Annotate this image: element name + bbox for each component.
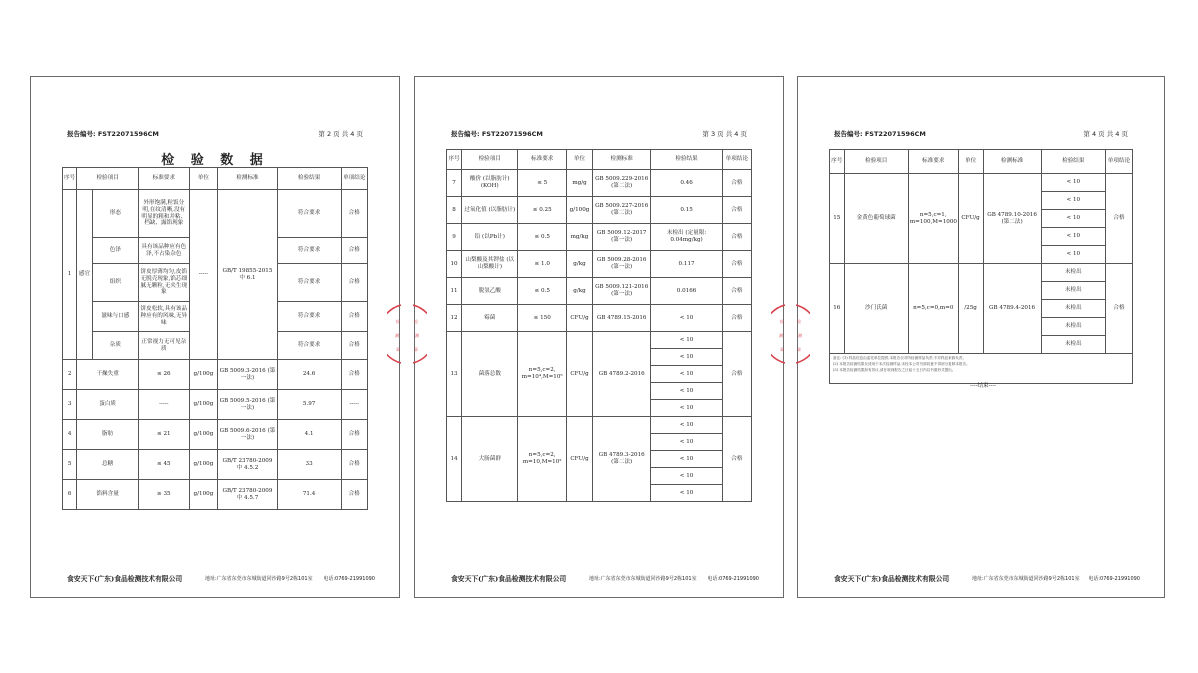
- item-cell: 蛋白质: [77, 390, 139, 420]
- std-cell: GB 4789.15-2016: [592, 305, 650, 332]
- seq-cell: 14: [447, 417, 462, 502]
- std-cell: GB/T 23780-2009 中 4.5.2: [218, 450, 277, 480]
- result-cell: 未检出 (定量限: 0.04mg/kg): [651, 224, 722, 251]
- std-cell: GB 5009.121-2016 (第一法): [592, 278, 650, 305]
- unit-cell: g/kg: [567, 251, 593, 278]
- page-footer: [451, 573, 759, 583]
- header-result: 检验结果: [651, 150, 722, 170]
- result-cell: 0.117: [651, 251, 722, 278]
- seq-cell: 13: [447, 332, 462, 417]
- unit-cell: g/100g: [189, 390, 218, 420]
- std-cell: GB 5009.3-2016 (第一法): [218, 360, 277, 390]
- std-cell: GB 4789.2-2016: [592, 332, 650, 417]
- seq-cell: 1: [63, 190, 77, 360]
- seq-cell: 4: [63, 420, 77, 450]
- std-cell: GB 4789.10-2016 (第二法): [983, 174, 1041, 264]
- sensory-label: 感官: [77, 190, 92, 360]
- item-cell: 过氧化值 (以脂肪计): [462, 197, 518, 224]
- company-address: 地址:广东省东莞市东城街道同沙路9号2栋101室: [589, 576, 697, 582]
- seam-seal-stamp: [413, 303, 427, 365]
- concl-cell: 合格: [341, 480, 367, 510]
- svg-text:测: 测: [798, 333, 802, 338]
- header-seq: 序号: [447, 150, 462, 170]
- company-name: 食安天下(广东)食品检测技术有限公司: [451, 575, 567, 583]
- table-header-row: [830, 150, 1133, 174]
- unit-cell: g/100g: [567, 197, 593, 224]
- result-cell: < 10: [651, 468, 722, 485]
- header-unit: 单位: [567, 150, 593, 170]
- seam-seal-stamp: [796, 303, 810, 365]
- page-header: [67, 129, 363, 139]
- req-cell: n=5,c=2, m=10⁴,M=10⁵: [518, 332, 567, 417]
- header-concl: 单项结论: [722, 150, 751, 170]
- unit-cell: g/100g: [189, 480, 218, 510]
- result-cell: 5.97: [277, 390, 341, 420]
- report-page-4: [797, 76, 1165, 598]
- result-cell: 0.0166: [651, 278, 722, 305]
- result-cell: 4.1: [277, 420, 341, 450]
- concl-cell: 合格: [722, 417, 751, 502]
- std-cell: GB 5009.5-2016 (第一法): [218, 390, 277, 420]
- item-cell: 铅 (以Pb计): [462, 224, 518, 251]
- table-row: [447, 224, 752, 251]
- req-cell: ≤ 26: [138, 360, 189, 390]
- page-number: 第 3 页 共 4 页: [702, 130, 747, 138]
- notes-row: [830, 354, 1133, 384]
- seq-cell: 11: [447, 278, 462, 305]
- result-cell: < 10: [651, 383, 722, 400]
- seq-cell: 6: [63, 480, 77, 510]
- end-of-report: ----结束----: [970, 383, 996, 389]
- unit-cell: g/100g: [189, 450, 218, 480]
- std-cell: GB 5009.28-2016 (第一法): [592, 251, 650, 278]
- concl-cell: 合格: [341, 332, 367, 360]
- header-std: 检测标准: [983, 150, 1041, 174]
- header-item: 检验项目: [844, 150, 908, 174]
- report-number: 报告编号: FST22071596CM: [451, 130, 543, 138]
- concl-cell: 合格: [722, 332, 751, 417]
- header-item: 检验项目: [462, 150, 518, 170]
- seq-cell: 15: [830, 174, 845, 264]
- table-row: [830, 174, 1133, 192]
- concl-cell: 合格: [341, 238, 367, 264]
- notes-cell: [830, 354, 1133, 384]
- req-cell: ≤ 45: [138, 450, 189, 480]
- req-cell: 具有该品种应有色泽,不占染杂色: [138, 238, 189, 264]
- concl-cell: 合格: [341, 190, 367, 238]
- result-cell: 71.4: [277, 480, 341, 510]
- header-req: 标准要求: [908, 150, 958, 174]
- seam-seal-stamp: [771, 303, 785, 365]
- req-cell: ≤ 21: [138, 420, 189, 450]
- unit-cell: g/100g: [189, 360, 218, 390]
- concl-cell: 合格: [341, 420, 367, 450]
- req-cell: ≤ 0.25: [518, 197, 567, 224]
- unit-cell: CFU/g: [567, 305, 593, 332]
- seq-cell: 9: [447, 224, 462, 251]
- svg-text:检: 检: [780, 319, 784, 324]
- report-page-2: [30, 76, 400, 598]
- std-cell: GB 4789.3-2016 (第二法): [592, 417, 650, 502]
- req-cell: ≤ 5: [518, 170, 567, 197]
- result-cell: < 10: [651, 451, 722, 468]
- seq-cell: 10: [447, 251, 462, 278]
- inspection-table-2: [446, 149, 752, 502]
- result-cell: < 10: [651, 349, 722, 366]
- result-cell: < 10: [1041, 210, 1105, 228]
- header-item: 检验项目: [77, 168, 139, 190]
- seq-cell: 3: [63, 390, 77, 420]
- company-phone: 电话:0769-21991090: [1088, 576, 1140, 582]
- concl-cell: 合格: [341, 302, 367, 332]
- header-req: 标准要求: [518, 150, 567, 170]
- seq-cell: 7: [447, 170, 462, 197]
- table-row: [447, 417, 752, 434]
- unit-cell: -----: [189, 190, 218, 360]
- table-row: [63, 390, 368, 420]
- result-cell: < 10: [651, 400, 722, 417]
- result-cell: 符合要求: [277, 332, 341, 360]
- unit-cell: /25g: [958, 264, 983, 354]
- result-cell: < 10: [1041, 174, 1105, 192]
- svg-text:测: 测: [395, 333, 399, 338]
- page-header: [451, 129, 747, 139]
- header-std: 检测标准: [592, 150, 650, 170]
- req-cell: 外形饱满,粒饭分明,在纹清晰,没有明显的粗和并粘、档缺、露馅现象: [138, 190, 189, 238]
- concl-cell: 合格: [1105, 264, 1132, 354]
- company-address: 地址:广东省东莞市东城街道同沙路9号2栋101室: [205, 576, 313, 582]
- req-cell: ≤ 0.5: [518, 224, 567, 251]
- header-result: 检验结果: [277, 168, 341, 190]
- header-unit: 单位: [189, 168, 218, 190]
- concl-cell: 合格: [722, 224, 751, 251]
- req-cell: n=5,c=2, m=10,M=10²: [518, 417, 567, 502]
- company-phone: 电话:0769-21991090: [323, 576, 375, 582]
- std-cell: GB/T 19855-2015 中 6.1: [218, 190, 277, 360]
- item-cell: 菌落总数: [462, 332, 518, 417]
- page-number: 第 2 页 共 4 页: [318, 130, 363, 138]
- unit-cell: CFU/g: [567, 417, 593, 502]
- result-cell: < 10: [651, 332, 722, 349]
- svg-text:测: 测: [779, 333, 783, 338]
- table-row: [447, 332, 752, 349]
- item-cell: 脂肪: [77, 420, 139, 450]
- table-header-row: [63, 168, 368, 190]
- report-number: 报告编号: FST22071596CM: [67, 130, 159, 138]
- company-name: 食安天下(广东)食品检测技术有限公司: [834, 575, 950, 583]
- item-cell: 金黄色葡萄球菌: [844, 174, 908, 264]
- item-cell: 山梨酸及其钾盐 (以山梨酸计): [462, 251, 518, 278]
- inspection-table-1: [62, 167, 368, 510]
- std-cell: GB 5009.12-2017 (第一法): [592, 224, 650, 251]
- req-cell: -----: [138, 390, 189, 420]
- table-row: [63, 190, 368, 238]
- table-row: [63, 420, 368, 450]
- concl-cell: 合格: [722, 278, 751, 305]
- table-row: [63, 480, 368, 510]
- concl-cell: 合格: [341, 360, 367, 390]
- std-cell: GB 4789.4-2016: [983, 264, 1041, 354]
- req-cell: ≤ 1.0: [518, 251, 567, 278]
- company-address: 地址:广东省东莞市东城街道同沙路9号2栋101室: [972, 576, 1080, 582]
- page-footer: [67, 573, 375, 583]
- req-cell: 饼皮松软,具有该品种应有的风味,无异味: [138, 302, 189, 332]
- header-seq: 序号: [63, 168, 77, 190]
- note-line: 备注: (1) 样品信息由委托单位提供,本报告仅对所检测样品负责,不对样品来源负责。: [833, 356, 967, 360]
- page-header: [834, 129, 1128, 139]
- result-cell: 24.6: [277, 360, 341, 390]
- result-cell: 33: [277, 450, 341, 480]
- result-cell: 符合要求: [277, 238, 341, 264]
- seam-seal-stamp: [387, 303, 401, 365]
- result-cell: 符合要求: [277, 190, 341, 238]
- result-cell: 未检出: [1041, 318, 1105, 336]
- result-cell: 符合要求: [277, 302, 341, 332]
- unit-cell: mg/kg: [567, 224, 593, 251]
- concl-cell: 合格: [1105, 174, 1132, 264]
- table-row: [447, 251, 752, 278]
- seq-cell: 5: [63, 450, 77, 480]
- result-cell: < 10: [651, 417, 722, 434]
- result-cell: < 10: [651, 366, 722, 383]
- unit-cell: CFU/g: [567, 332, 593, 417]
- std-cell: GB 5009.227-2016 (第二法): [592, 197, 650, 224]
- table-row: [63, 360, 368, 390]
- std-cell: GB 5009.6-2016 (第一法): [218, 420, 277, 450]
- item-cell: 酸价 (以脂肪计)(KOH): [462, 170, 518, 197]
- result-cell: 符合要求: [277, 264, 341, 302]
- table-row: [830, 264, 1133, 282]
- result-cell: < 10: [1041, 246, 1105, 264]
- note-line: (3) 本报告检测结果如有异议,请在收到报告之日起十五日内以书面形式提出。: [833, 367, 956, 372]
- concl-cell: 合格: [341, 450, 367, 480]
- report-page-3: [414, 76, 784, 598]
- item-cell: 馅料含量: [77, 480, 139, 510]
- result-cell: 0.46: [651, 170, 722, 197]
- std-cell: GB 5009.229-2016 (第二法): [592, 170, 650, 197]
- item-cell: 形态: [92, 190, 138, 238]
- svg-text:章: 章: [780, 347, 784, 352]
- header-result: 检验结果: [1041, 150, 1105, 174]
- item-cell: 杂质: [92, 332, 138, 360]
- company-name: 食安天下(广东)食品检测技术有限公司: [67, 575, 183, 583]
- svg-text:章: 章: [396, 347, 400, 352]
- result-cell: 未检出: [1041, 282, 1105, 300]
- table-row: [63, 450, 368, 480]
- svg-text:测: 测: [415, 333, 419, 338]
- seq-cell: 16: [830, 264, 845, 354]
- header-concl: 单项结论: [341, 168, 367, 190]
- req-cell: n=5,c=0,m=0: [908, 264, 958, 354]
- seq-cell: 2: [63, 360, 77, 390]
- svg-text:检: 检: [797, 319, 801, 324]
- result-cell: 未检出: [1041, 264, 1105, 282]
- req-cell: ≤ 0.5: [518, 278, 567, 305]
- item-cell: 总糖: [77, 450, 139, 480]
- result-cell: < 10: [1041, 192, 1105, 210]
- seq-cell: 8: [447, 197, 462, 224]
- unit-cell: g/100g: [189, 420, 218, 450]
- header-concl: 单项结论: [1105, 150, 1132, 174]
- unit-cell: mg/g: [567, 170, 593, 197]
- note-line: (2) 本报告检测结果仅适用于本次检测样品,未经本公司书面同意不得部分复制本报告。: [833, 361, 970, 366]
- item-cell: 脱氢乙酸: [462, 278, 518, 305]
- req-cell: ≥ 35: [138, 480, 189, 510]
- table-row: [447, 305, 752, 332]
- concl-cell: -----: [341, 390, 367, 420]
- item-cell: 干燥失重: [77, 360, 139, 390]
- unit-cell: g/kg: [567, 278, 593, 305]
- page-footer: [834, 573, 1140, 583]
- result-cell: < 10: [651, 305, 722, 332]
- item-cell: 滋味与口感: [92, 302, 138, 332]
- seq-cell: 12: [447, 305, 462, 332]
- header-unit: 单位: [958, 150, 983, 174]
- svg-text:检: 检: [414, 319, 418, 324]
- item-cell: 沙门氏菌: [844, 264, 908, 354]
- inspection-table-3: [829, 149, 1133, 384]
- req-cell: n=5,c=1, m=100,M=1000: [908, 174, 958, 264]
- req-cell: ≤ 150: [518, 305, 567, 332]
- result-cell: < 10: [1041, 228, 1105, 246]
- result-cell: 0.15: [651, 197, 722, 224]
- result-cell: < 10: [651, 434, 722, 451]
- data-title: 检 验 数 据: [161, 153, 269, 168]
- svg-text:章: 章: [797, 347, 801, 352]
- table-row: [447, 170, 752, 197]
- svg-text:章: 章: [414, 347, 418, 352]
- table-row: [447, 197, 752, 224]
- concl-cell: 合格: [722, 197, 751, 224]
- unit-cell: CFU/g: [958, 174, 983, 264]
- concl-cell: 合格: [722, 305, 751, 332]
- company-phone: 电话:0769-21991090: [707, 576, 759, 582]
- concl-cell: 合格: [722, 251, 751, 278]
- page-number: 第 4 页 共 4 页: [1083, 130, 1128, 138]
- table-header-row: [447, 150, 752, 170]
- report-number: 报告编号: FST22071596CM: [834, 130, 926, 138]
- result-cell: < 10: [651, 485, 722, 502]
- result-cell: 未检出: [1041, 300, 1105, 318]
- table-row: [447, 278, 752, 305]
- std-cell: GB/T 23780-2009 中 4.5.7: [218, 480, 277, 510]
- item-cell: 组织: [92, 264, 138, 302]
- item-cell: 霉菌: [462, 305, 518, 332]
- header-std: 检测标准: [218, 168, 277, 190]
- result-cell: 未检出: [1041, 336, 1105, 354]
- req-cell: 正常视力无可见杂质: [138, 332, 189, 360]
- req-cell: 饼皮厚薄均匀,皮馅无脱壳现象,馅芯细腻无颗粒,无夹生现象: [138, 264, 189, 302]
- concl-cell: 合格: [722, 170, 751, 197]
- item-cell: 色泽: [92, 238, 138, 264]
- svg-text:检: 检: [396, 319, 400, 324]
- header-req: 标准要求: [138, 168, 189, 190]
- header-seq: 序号: [830, 150, 845, 174]
- item-cell: 大肠菌群: [462, 417, 518, 502]
- concl-cell: 合格: [341, 264, 367, 302]
